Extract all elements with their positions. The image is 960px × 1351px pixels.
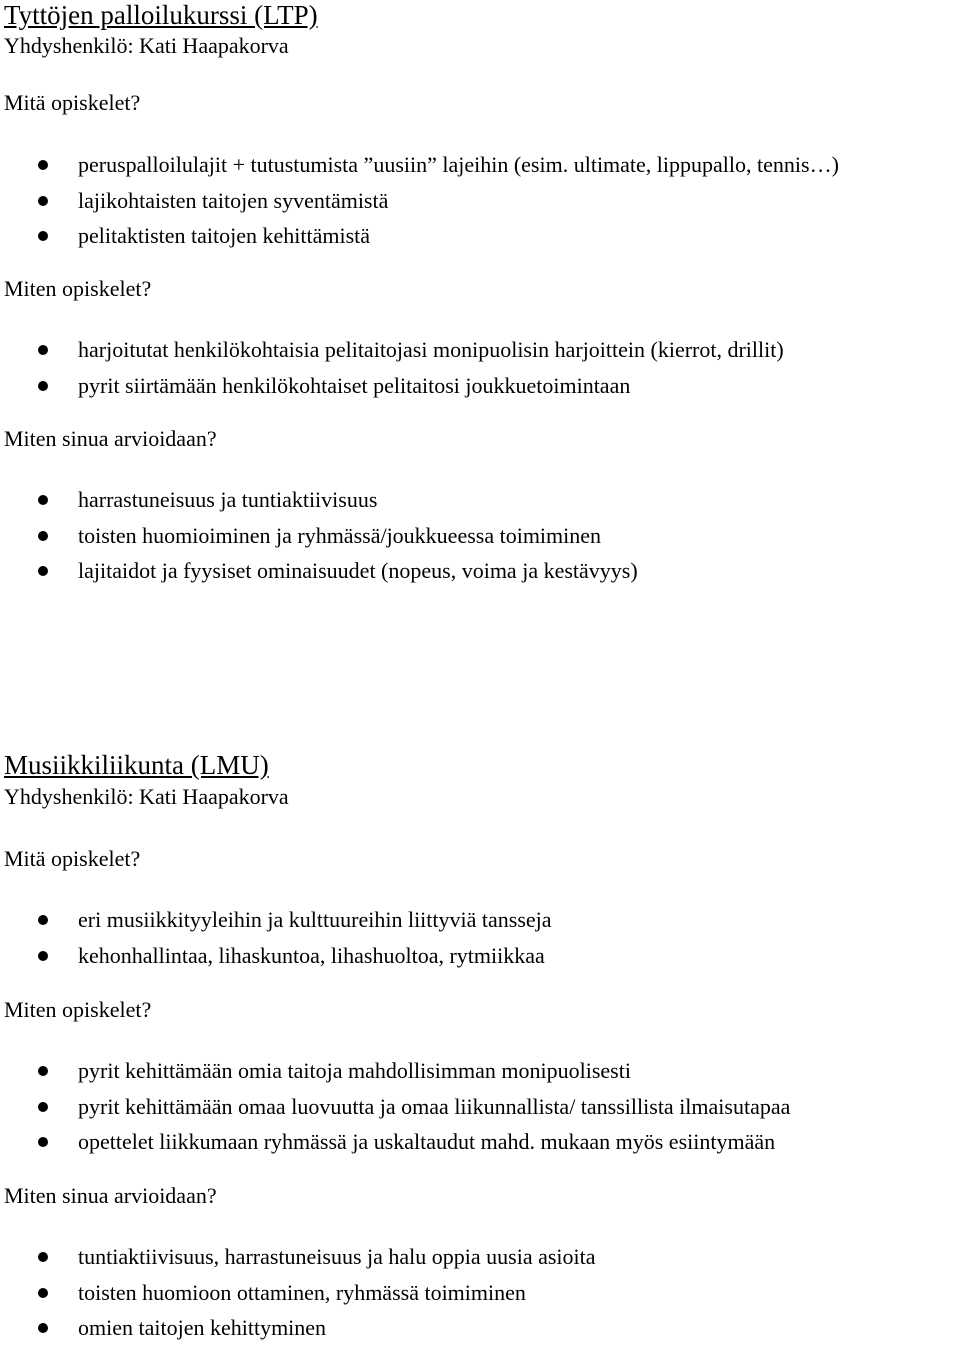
list-item-text: pyrit kehittämään omia taitoja mahdollisimman monipuolisesti [78, 1058, 631, 1083]
list-item [0, 943, 552, 979]
list-item [0, 152, 839, 188]
list-item-text: eri musiikkityyleihin ja kulttuureihin liittyviä tansseja [78, 907, 552, 932]
list-item [0, 558, 638, 594]
list-item-text: peruspalloilulajit + tutustumista ”uusiin” lajeihin (esim. ultimate, lippupallo, tennis…) [78, 152, 839, 177]
list-item [0, 487, 638, 523]
list-item-text: opettelet liikkumaan ryhmässä ja uskaltaudut mahd. mukaan myös esiintymään [78, 1129, 776, 1154]
list-item [0, 1094, 790, 1130]
list-item [0, 523, 638, 559]
list-item [0, 1129, 790, 1165]
list-item [0, 1244, 596, 1280]
assessment-list [0, 487, 638, 594]
list-item-text: toisten huomioon ottaminen, ryhmässä toimiminen [78, 1279, 526, 1305]
list-item-text: lajitaidot ja fyysiset ominaisuudet (nopeus, voima ja kestävyys) [78, 558, 638, 583]
list-item-text: kehonhallintaa, lihaskuntoa, lihashuoltoa, rytmiikkaa [78, 942, 545, 968]
bullet-icon [38, 160, 48, 170]
bullet-icon [38, 1066, 48, 1076]
bullet-icon [38, 231, 48, 241]
how-list [0, 1058, 790, 1165]
contact-person: Yhdyshenkilö: Kati Haapakorva [4, 33, 289, 58]
assessment-heading: Miten sinua arvioidaan? [4, 426, 217, 451]
how-heading: Miten opiskelet? [4, 997, 152, 1022]
list-item [0, 1058, 790, 1094]
list-item [0, 373, 784, 409]
what-heading: Mitä opiskelet? [4, 90, 141, 115]
contact-person: Yhdyshenkilö: Kati Haapakorva [4, 784, 289, 809]
list-item [0, 1280, 596, 1316]
bullet-icon [38, 915, 48, 925]
list-item-text: toisten huomioiminen ja ryhmässä/joukkueessa toimiminen [78, 522, 602, 548]
bullet-icon [38, 381, 48, 391]
list-item [0, 907, 552, 943]
bullet-icon [38, 1323, 48, 1333]
bullet-icon [38, 1252, 48, 1262]
bullet-icon [38, 566, 48, 576]
list-item-text: tuntiaktiivisuus, harrastuneisuus ja halu oppia uusia asioita [78, 1244, 596, 1269]
what-list [0, 907, 552, 978]
list-item [0, 337, 784, 373]
how-list [0, 337, 784, 408]
list-item [0, 1315, 596, 1351]
bullet-icon [38, 1137, 48, 1147]
what-heading: Mitä opiskelet? [4, 846, 141, 871]
list-item-text: lajikohtaisten taitojen syventämistä [78, 187, 389, 213]
bullet-icon [38, 1102, 48, 1112]
assessment-heading: Miten sinua arvioidaan? [4, 1183, 217, 1208]
list-item-text: harjoitutat henkilökohtaisia pelitaitojasi monipuolisin harjoittein (kierrot, drillit) [78, 337, 784, 362]
list-item-text: pyrit kehittämään omaa luovuutta ja omaa liikunnallista/ tanssillista ilmaisutapaa [78, 1093, 791, 1119]
bullet-icon [38, 531, 48, 541]
list-item-text: pyrit siirtämään henkilökohtaiset pelitaitosi joukkuetoimintaan [78, 372, 631, 398]
bullet-icon [38, 196, 48, 206]
list-item [0, 188, 839, 224]
bullet-icon [38, 1288, 48, 1298]
course-title: Tyttöjen palloilukurssi (LTP) [4, 0, 318, 30]
bullet-icon [38, 345, 48, 355]
what-list [0, 152, 839, 259]
course-title: Musiikkiliikunta (LMU) [4, 750, 269, 780]
list-item-text: omien taitojen kehittyminen [78, 1315, 327, 1340]
bullet-icon [38, 495, 48, 505]
how-heading: Miten opiskelet? [4, 276, 152, 301]
list-item-text: pelitaktisten taitojen kehittämistä [78, 223, 371, 248]
list-item [0, 223, 839, 259]
list-item-text: harrastuneisuus ja tuntiaktiivisuus [78, 487, 378, 512]
bullet-icon [38, 951, 48, 961]
assessment-list [0, 1244, 596, 1351]
